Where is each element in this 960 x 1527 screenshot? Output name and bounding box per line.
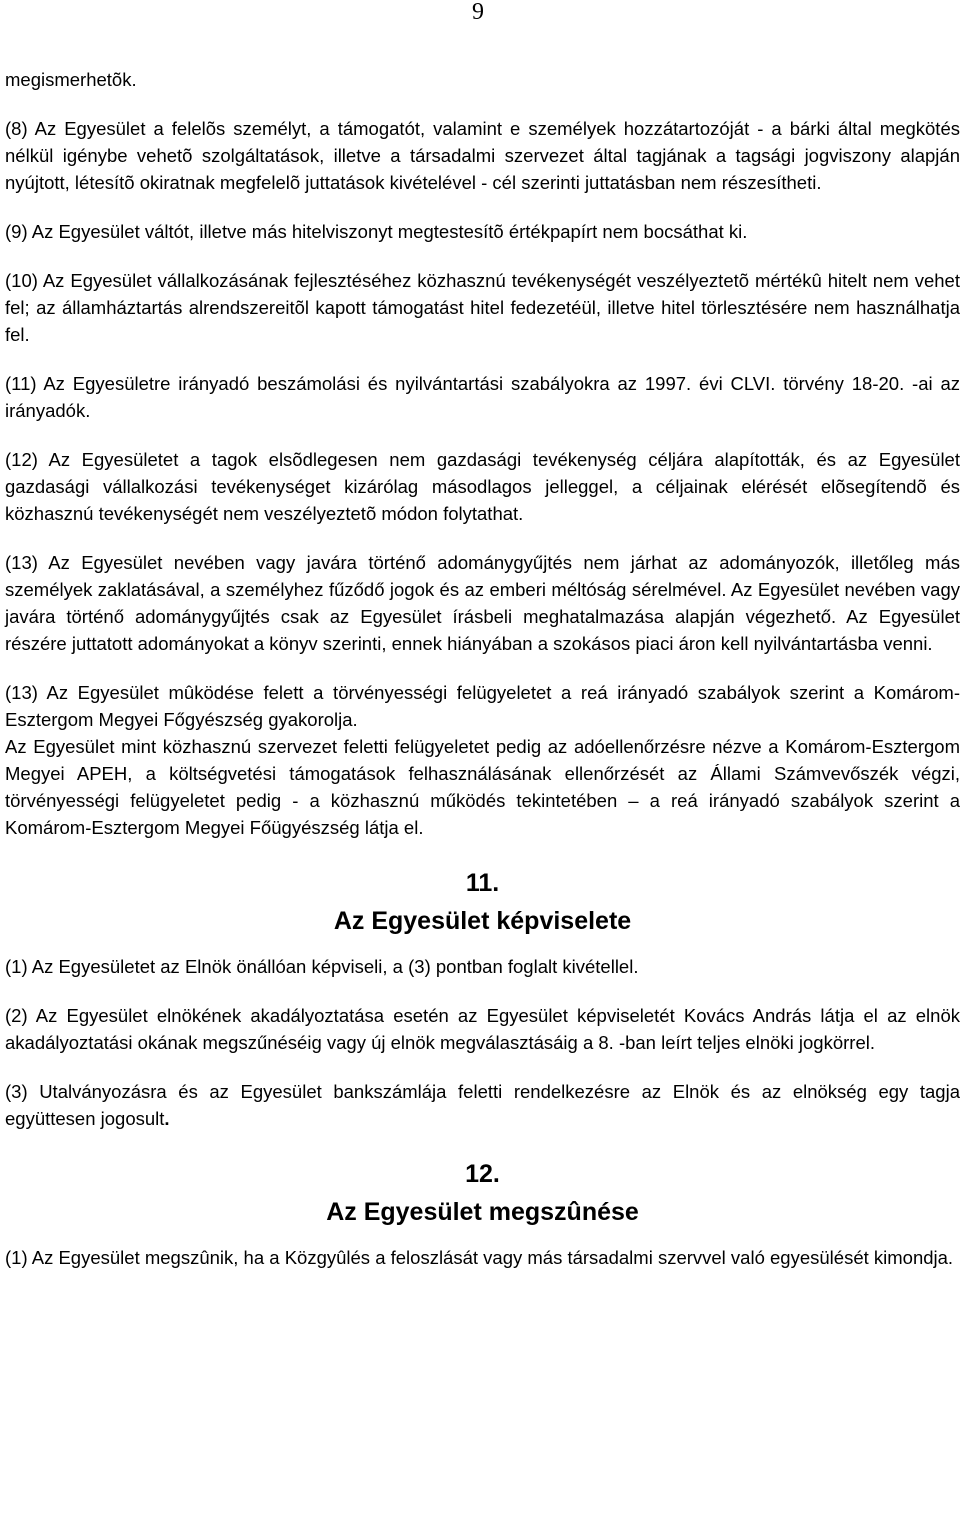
section-12-title: Az Egyesület megszûnése bbox=[326, 1198, 639, 1226]
paragraph-13-donations: (13) Az Egyesület nevében vagy javára történő adománygyűjtés nem járhat az adományozók, illetőleg más személyek zaklatásával, a személyhez fűződő jogok és az emberi méltóság sérelmével. Az Egyesület nevében vagy javára történő adománygyűjtés csak az Egyesület írásbeli meghatalmazása alapján végezhető. Az Egyesület részére juttatott adományokat a könyv szerinti, ennek hiányában a szokásos piaci áron kell nyilvántartásba venni. bbox=[5, 552, 960, 654]
section-11-paragraph-3 bbox=[5, 1078, 960, 1132]
section-11-paragraph-2: (2) Az Egyesület elnökének akadályoztatása esetén az Egyesület képviseletét Kovács András látja el az elnök akadályoztatási okának megszűnéséig vagy új elnök megválasztásáig a 8. -ban leírt teljes elnöki jogkörrel. bbox=[5, 1005, 960, 1053]
page-number: 9 bbox=[472, 0, 484, 25]
paragraph-continuation: megismerhetõk. bbox=[5, 69, 137, 90]
section-12-paragraph-1: (1) Az Egyesület megszûnik, ha a Közgyûlés a feloszlását vagy más társadalmi szervvel való egyesülését kimondja. bbox=[5, 1247, 954, 1268]
section-11-title: Az Egyesület képviselete bbox=[333, 907, 632, 935]
paragraph-13-public-benefit: Az Egyesület mint közhasznú szervezet feletti felügyeletet pedig az adóellenőrzésre nézve a Komárom-Esztergom Megyei APEH, a költségvetési támogatások felhasználásának ellenőrzését az Állami Számvevőszék végzi, törvényességi felügyeletet pedig - a közhasznú működés tekintetében – a reá irányadó szabályok szerint a Komárom-Esztergom Megyei Főügyészség látja el. bbox=[5, 736, 960, 838]
paragraph-13-supervision: (13) Az Egyesület mûködése felett a törvényességi felügyeletet a reá irányadó szabályok szerint a Komárom-Esztergom Megyei Főgyészség gyakorolja. bbox=[5, 682, 960, 730]
paragraph-8: (8) Az Egyesület a felelõs személyt, a támogatót, valamint e személyek hozzátartozóját - a bárki által megkötés nélkül igénybe vehetõ szolgáltatások, illetve a társadalmi szervezet által tagjának a tagsági jogviszony alapján nyújtott, létesítõ okiratnak megfelelõ juttatások kivételével - cél szerinti juttatásban nem részesítheti. bbox=[5, 118, 960, 193]
document-body bbox=[5, 66, 960, 1271]
section-11-paragraph-1: (1) Az Egyesületet az Elnök önállóan képviseli, a (3) pontban foglalt kivétellel. bbox=[5, 956, 639, 977]
section-11-paragraph-3-period: . bbox=[164, 1108, 170, 1129]
paragraph-10: (10) Az Egyesület vállalkozásának fejlesztéséhez közhasznú tevékenységét veszélyeztetõ mértékû hitelt nem vehet fel; az államháztartás alrendszereitõl kapott támogatást hitel fedezetéül, illetve hitel törlesztésére nem használhatja fel. bbox=[5, 270, 960, 345]
paragraph-11: (11) Az Egyesületre irányadó beszámolási és nyilvántartási szabályokra az 1997. évi CLVI. törvény 18-20. -ai az irányadók. bbox=[5, 373, 960, 421]
paragraph-9: (9) Az Egyesület váltót, illetve más hitelviszonyt megtestesítõ értékpapírt nem bocsáthat ki. bbox=[5, 221, 748, 242]
section-11-number: 11. bbox=[465, 869, 500, 897]
section-11-paragraph-3-text: (3) Utalványozásra és az Egyesület bankszámlája feletti rendelkezésre az Elnök és az elnökség egy tagja együttesen jogosult bbox=[5, 1081, 960, 1129]
section-12-number: 12. bbox=[465, 1160, 500, 1188]
paragraph-12: (12) Az Egyesületet a tagok elsõdlegesen nem gazdasági tevékenység céljára alapították, és az Egyesület gazdasági vállalkozási tevékenységet kizárólag másodlagos jelleggel, a céljainak elérését elõsegítendõ és közhasznú tevékenységét nem veszélyeztetõ módon folytathat. bbox=[5, 449, 960, 524]
